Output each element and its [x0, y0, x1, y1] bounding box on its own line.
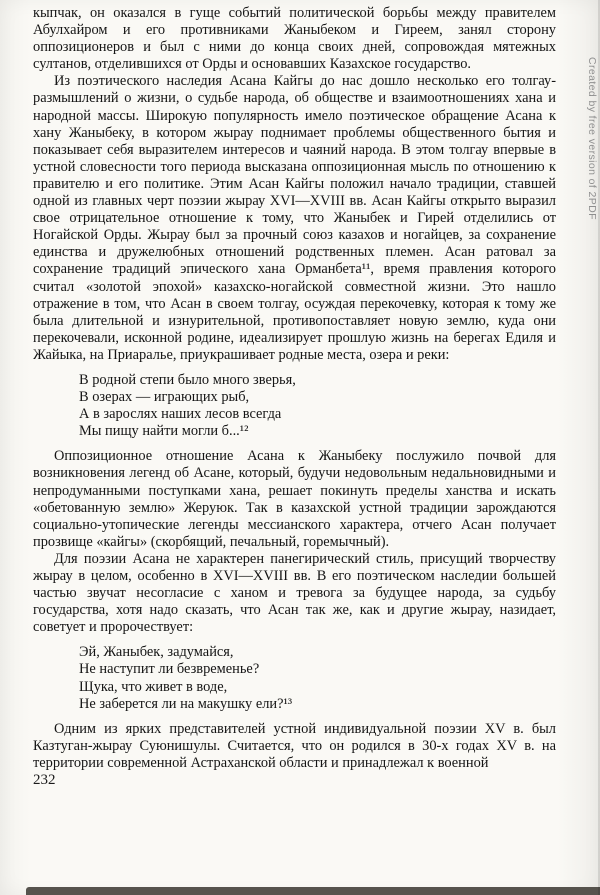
verse-line: Щука, что живет в воде, [79, 678, 228, 695]
verse-line: Не наступит ли безвременье? [79, 661, 260, 678]
scan-edge-bottom [26, 887, 600, 895]
verse-quote-2 [79, 644, 556, 712]
pdf-watermark-text: Created by free version of 2PDF [586, 57, 598, 220]
verse-line: Мы пищу найти могли б...¹² [79, 423, 249, 440]
page-number: 232 [33, 772, 56, 789]
verse-quote-1 [79, 372, 556, 440]
paragraph: Из поэтического наследия Асана Кайгы до нас дошло несколько его толгау-размышлений о жизни, о судьбе народа, об обществе и взаимоотношениях хана и народной массы. Широкую популярность имело поэтическое обращение Асана к хану Жаныбеку, в котором жырау поднимает проблемы общественного бытия и показывает себя выразителем интересов и чаяний народа. В этом толгау впервые в устной словесности того периода высказана оппозиционная мысль по отношению к правителю и его политике. Этим Асан Кайгы положил начало традиции, ставшей одной из главных черт поэзии жырау XVI—XVIII вв. Асан Кайгы открыто выразил свое отрицательное отношение к тому, что Жаныбек и Гирей отделились от Ногайской Орды. Жырау был за прочный союз казахов и ногайцев, за сохранение единства и дружелюбных отношений родственных племен. Асан ратовал за сохранение традиций эпического хана Орманбета¹¹, время правления которого считал «золотой эпохой» казахско-ногайской совместной жизни. Это нашло отражение в том, что Асан в своем толгау, осуждая перекочевку, которая к тому же была длительной и изнурительной, противопоставляет новую землю, куда они перекочевали, исконной родине, идеализирует прошлую жизнь на берегах Едиля и Жайыка, на Приаралье, приукрашивает родные места, озера и реки: [33, 73, 556, 363]
verse-line: В озерах — играющих рыб, [79, 389, 250, 406]
paragraph: Оппозиционное отношение Асана к Жаныбеку послужило почвой для возникновения легенд об Асане, который, будучи недовольным недальновидными и непродуманными поступками хана, решает покинуть пределы ханства и искать «обетованную землю» Жеруюк. Так в казахской устной традиции зарождаются социально-утопические легенды мессианского характера, отчего Асан получает прозвище «кайгы» (скорбящий, печальный, горемычный). [33, 448, 556, 550]
paragraph: Одним из ярких представителей устной индивидуальной поэзии XV в. был Казтуган-жырау Суюнишулы. Считается, что он родился в 30-х годах XV в. на территории современной Астраханской области и принадлежал к военной [33, 720, 556, 771]
paragraph: Для поэзии Асана не характерен панегирический стиль, присущий творчеству жырау в целом, особенно в XVI—XVIII вв. В его поэтическом наследии большей частью звучат несогласие с ханом и тревога за будущее народа, за судьбу государства, хотя надо сказать, что Асан так же, как и другие жырау, назидает, советует и пророчествует: [33, 550, 556, 636]
paragraph-continuation: кыпчак, он оказался в гуще событий политической борьбы между правителем Абулхайром и его противниками Жаныбеком и Гиреем, занял сторону оппозиционеров и был с ними до конца своих дней, сопровождая мятежных султанов, отделившихся от Орды и основавших Казахское государство. [33, 5, 556, 73]
page-text-block [33, 5, 556, 789]
verse-line: Не заберется ли на макушку ели?¹³ [79, 695, 293, 712]
verse-line: В родной степи было много зверья, [79, 371, 296, 388]
verse-line: Эй, Жаныбек, задумайся, [79, 644, 234, 661]
verse-line: А в зарослях наших лесов всегда [79, 406, 282, 423]
